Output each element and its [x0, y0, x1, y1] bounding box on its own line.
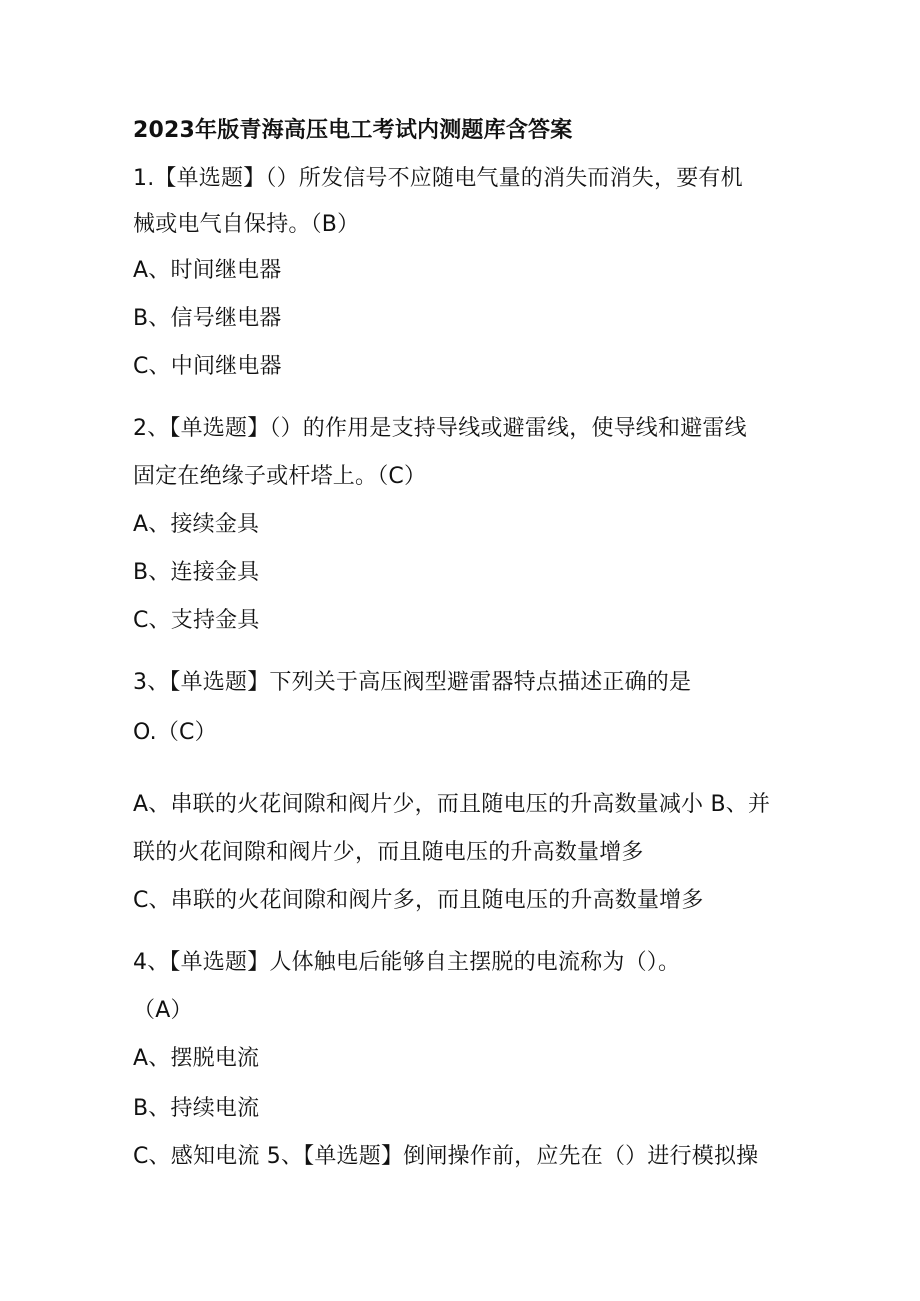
question-3-option-b-cont: 联的火花间隙和阀片少，而且随电压的升高数量增多 — [133, 840, 644, 865]
question-1-stem-line-1: 1.【单选题】（）所发信号不应随电气量的消失而消失，要有机 — [133, 166, 743, 191]
question-3-stem-line-2: O.（C） — [133, 720, 217, 745]
question-1-option-a: A、时间继电器 — [133, 258, 282, 283]
question-4-option-b: B、持续电流 — [133, 1096, 260, 1121]
question-4-option-c-and-question-5: C、感知电流 5、【单选题】倒闸操作前，应先在（）进行模拟操 — [133, 1144, 759, 1169]
question-2-stem-line-2: 固定在绝缘子或杆塔上。（C） — [133, 464, 427, 489]
question-3-option-a: A、串联的火花间隙和阀片少，而且随电压的升高数量减小 B、并 — [133, 792, 771, 817]
question-4-option-a: A、摆脱电流 — [133, 1046, 260, 1071]
question-4-stem-line-1: 4、【单选题】人体触电后能够自主摆脱的电流称为（）。 — [133, 950, 681, 975]
question-1-option-b: B、信号继电器 — [133, 306, 282, 331]
question-1-option-c: C、中间继电器 — [133, 354, 282, 379]
question-1-stem-line-2: 械或电气自保持。（B） — [133, 212, 360, 237]
question-2-option-b: B、连接金具 — [133, 560, 260, 585]
question-2-option-c: C、支持金具 — [133, 608, 260, 633]
question-4-answer: （A） — [133, 998, 193, 1023]
document-title: 2023年版青海高压电工考试内测题库含答案 — [133, 118, 573, 143]
question-2-option-a: A、接续金具 — [133, 512, 260, 537]
question-3-option-c: C、串联的火花间隙和阀片多，而且随电压的升高数量增多 — [133, 888, 704, 913]
question-3-stem-line-1: 3、【单选题】下列关于高压阀型避雷器特点描述正确的是 — [133, 670, 692, 695]
question-2-stem-line-1: 2、【单选题】（）的作用是支持导线或避雷线，使导线和避雷线 — [133, 416, 747, 441]
